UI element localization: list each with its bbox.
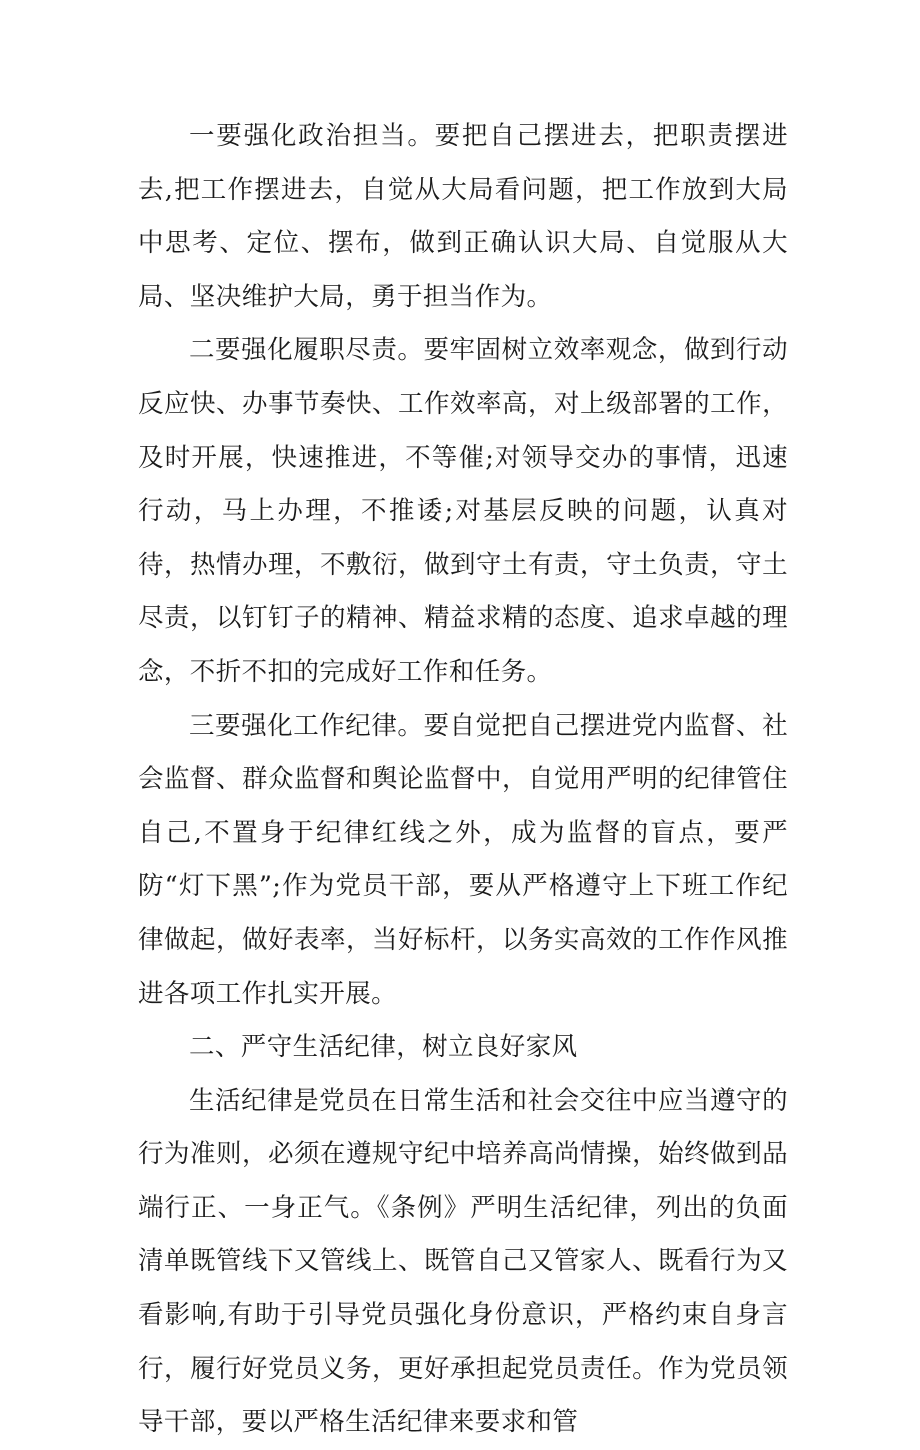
paragraph-political-responsibility: 一要强化政治担当。要把自己摆进去，把职责摆进去,把工作摆进去，自觉从大局看问题，把工作放到大局中思考、定位、摆布，做到正确认识大局、自觉服从大局、坚决维护大局，勇于担当作为。	[138, 121, 788, 312]
paragraph-work-discipline: 三要强化工作纪律。要自觉把自己摆进党内监督、社会监督、群众监督和舆论监督中，自觉用严明的纪律管住自己,不置身于纪律红线之外，成为监督的盲点，要严防“灯下黑”;作为党员干部，要从严格遵守上下班工作纪律做起，做好表率，当好标杆，以务实高效的工作作风推进各项工作扎实开展。	[138, 710, 788, 1009]
document-body	[138, 110, 788, 1450]
paragraph-duty-performance: 二要强化履职尽责。要牢固树立效率观念，做到行动反应快、办事节奏快、工作效率高，对上级部署的工作，及时开展，快速推进，不等催;对领导交办的事情，迅速行动，马上办理，不推诿;对基层反映的问题，认真对待，热情办理，不敷衍，做到守土有责，守土负责，守土尽责，以钉钉子的精神、精益求精的态度、追求卓越的理念，不折不扣的完成好工作和任务。	[138, 335, 788, 687]
section-heading-life-discipline: 二、严守生活纪律，树立良好家风	[189, 1032, 578, 1063]
paragraph-life-discipline: 生活纪律是党员在日常生活和社会交往中应当遵守的行为准则，必须在遵规守纪中培养高尚情操，始终做到品端行正、一身正气。《条例》严明生活纪律，列出的负面清单既管线下又管线上、既管自己又管家人、既看行为又看影响,有助于引导党员强化身份意识，严格约束自身言行，履行好党员义务，更好承担起党员责任。作为党员领导干部，要以严格生活纪律来要求和管	[138, 1085, 788, 1438]
